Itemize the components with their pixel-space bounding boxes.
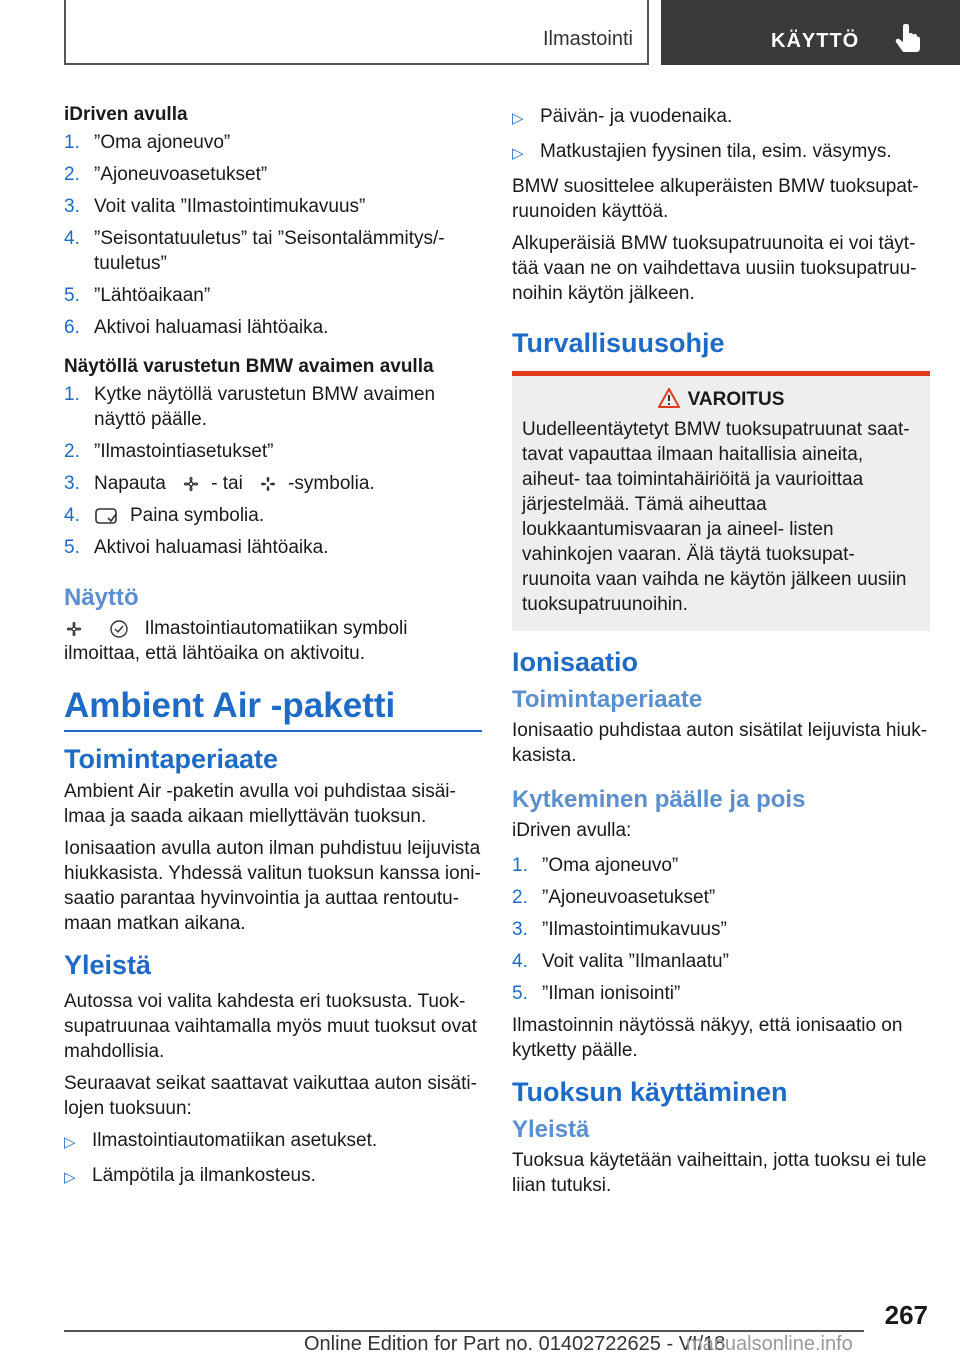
scent-heading: Tuoksun käyttäminen xyxy=(512,1077,788,1107)
footer-divider xyxy=(64,1330,864,1332)
warning-triangle-icon xyxy=(658,388,680,408)
scent-general-text: Tuoksua käytetään vaiheittain, jotta tuoksu ei tule liian tutuksi. xyxy=(512,1150,927,1196)
list-item: 3. ”Ilmastointimukavuus” xyxy=(512,919,727,940)
refill-text: Alkuperäisiä BMW tuoksupatruunoita ei voi täyt‐ tää vaan ne on vaihdettava uusiin tuoksupatruu‐ noihin käytön jälkeen. xyxy=(512,233,917,304)
footer-edition: Online Edition for Part no. 01402722625 - VI/18 xyxy=(304,1333,726,1355)
list-item: 3. Voit valita ”Ilmastointimukavuus” xyxy=(64,196,366,217)
list-item: 1. Kytke näytöllä varustetun BMW avaimen näyttö päälle. xyxy=(64,384,436,430)
factor-list xyxy=(64,1128,482,1190)
list-item: 2. ”Ajoneuvoasetukset” xyxy=(64,164,268,185)
display-text: Ilmastointiautomatiikan symboli ilmoittaa, että lähtöaika on aktivoitu. xyxy=(64,618,408,664)
list-item: 6. Aktivoi haluamasi lähtöaika. xyxy=(64,317,329,338)
header-chapter-tab[interactable] xyxy=(661,0,960,65)
left-column xyxy=(64,98,482,1198)
key-steps xyxy=(64,382,482,560)
fan-icon xyxy=(181,474,201,494)
header-section-box xyxy=(64,0,649,65)
list-item: 2. ”Ajoneuvoasetukset” xyxy=(512,887,716,908)
fan-icon xyxy=(64,619,84,639)
list-item: ▷ Päivän- ja vuodenaika. xyxy=(512,106,733,127)
list-item: ▷ Matkustajien fyysinen tila, esim. väsymys. xyxy=(512,141,892,162)
ion-heading: Ionisaatio xyxy=(512,647,639,677)
display-heading: Näyttö xyxy=(64,584,139,611)
factor-list-continued xyxy=(512,104,930,166)
key-heading: Näytöllä varustetun BMW avaimen avulla xyxy=(64,356,434,377)
list-item: 1. ”Oma ajoneuvo” xyxy=(512,855,679,876)
header-chapter-label: KÄYTTÖ xyxy=(771,30,860,52)
fan-auto-icon xyxy=(258,474,278,494)
ion-principle-heading: Toimintaperiaate xyxy=(512,686,703,713)
header-section-title: Ilmastointi xyxy=(542,28,633,50)
warning-text: Uudelleentäytetyt BMW tuoksupatruunat saat‐ tavat vapauttaa ilmaan haitallisia aineita, aiheut‐ taa toimintahäiriöitä ja vaurioittaa järjestelmää. Tämä aiheuttaa loukkaantumisvaaran ja aineel‐ listen vahinkojen vaaran. Älä täytä tuoksupat‐ ruunoita vaan vaihda ne käytön jälkeen uusiin tuoksupatruunoihin. xyxy=(522,419,910,615)
general-heading: Yleistä xyxy=(64,950,152,980)
idrive-heading: iDriven avulla xyxy=(64,104,188,125)
clock-icon xyxy=(109,619,129,639)
list-item: 3. Napauta - tai -symbolia. xyxy=(64,473,375,494)
list-item: 2. ”Ilmastointiasetukset” xyxy=(64,441,274,462)
list-item: 4. ”Seisontatuuletus” tai ”Seisontalämmitys/‐ tuuletus” xyxy=(64,228,445,274)
hand-pointer-icon xyxy=(893,24,923,56)
switch-intro: iDriven avulla: xyxy=(512,820,632,841)
list-item: 5. Aktivoi haluamasi lähtöaika. xyxy=(64,537,329,558)
list-item: ▷ Lämpötila ja ilmankosteus. xyxy=(64,1165,316,1186)
switch-note: Ilmastoinnin näytössä näkyy, että ionisaatio on kytketty päälle. xyxy=(512,1015,903,1061)
footer-watermark: manualsonline.info xyxy=(686,1333,853,1355)
switch-heading: Kytkeminen päälle ja pois xyxy=(512,786,806,813)
switch-steps xyxy=(512,853,930,1006)
list-item: ▷ Ilmastointiautomatiikan asetukset. xyxy=(64,1130,378,1151)
ambient-heading: Ambient Air ‐paketti xyxy=(64,686,482,732)
list-item: 4. Voit valita ”Ilmanlaatu” xyxy=(512,951,729,972)
principle-heading: Toimintaperiaate xyxy=(64,744,279,774)
right-column xyxy=(512,98,930,1205)
ion-principle-text: Ionisaatio puhdistaa auton sisätilat leijuvista hiuk‐ kasista. xyxy=(512,720,928,766)
safety-heading: Turvallisuusohje xyxy=(512,328,725,358)
scent-general-heading: Yleistä xyxy=(512,1116,590,1143)
recommend-text: BMW suosittelee alkuperäisten BMW tuoksupat‐ ruunoiden käyttöä. xyxy=(512,176,919,222)
warning-title: VAROITUS xyxy=(522,388,920,411)
list-item: 5. ”Ilman ionisointi” xyxy=(512,983,681,1004)
list-item: 4. Paina symbolia. xyxy=(64,505,265,526)
general-text-1: Autossa voi valita kahdesta eri tuoksusta. Tuok‐ supatruunaa vaihtamalla myös muut tuoksut ovat mahdollisia. xyxy=(64,991,477,1062)
list-item: 5. ”Lähtöaikaan” xyxy=(64,285,211,306)
page-number: 267 xyxy=(884,1300,928,1330)
general-text-2: Seuraavat seikat saattavat vaikuttaa auton sisäti‐ lojen tuoksuun: xyxy=(64,1073,477,1119)
key-display-icon xyxy=(94,506,120,526)
warning-box xyxy=(512,371,930,631)
principle-text-1: Ambient Air ‐paketin avulla voi puhdistaa sisäi‐ lmaa ja saada aikaan miellyttävän tuoksun. xyxy=(64,781,456,827)
idrive-steps xyxy=(64,130,482,340)
principle-text-2: Ionisaation avulla auton ilman puhdistuu leijuvista hiukkasista. Yhdessä valitun tuoksun kanssa ioni‐ saatio parantaa hyvinvointia ja auttaa rentoutu‐ maan matkan aikana. xyxy=(64,838,481,934)
list-item: 1. ”Oma ajoneuvo” xyxy=(64,132,231,153)
